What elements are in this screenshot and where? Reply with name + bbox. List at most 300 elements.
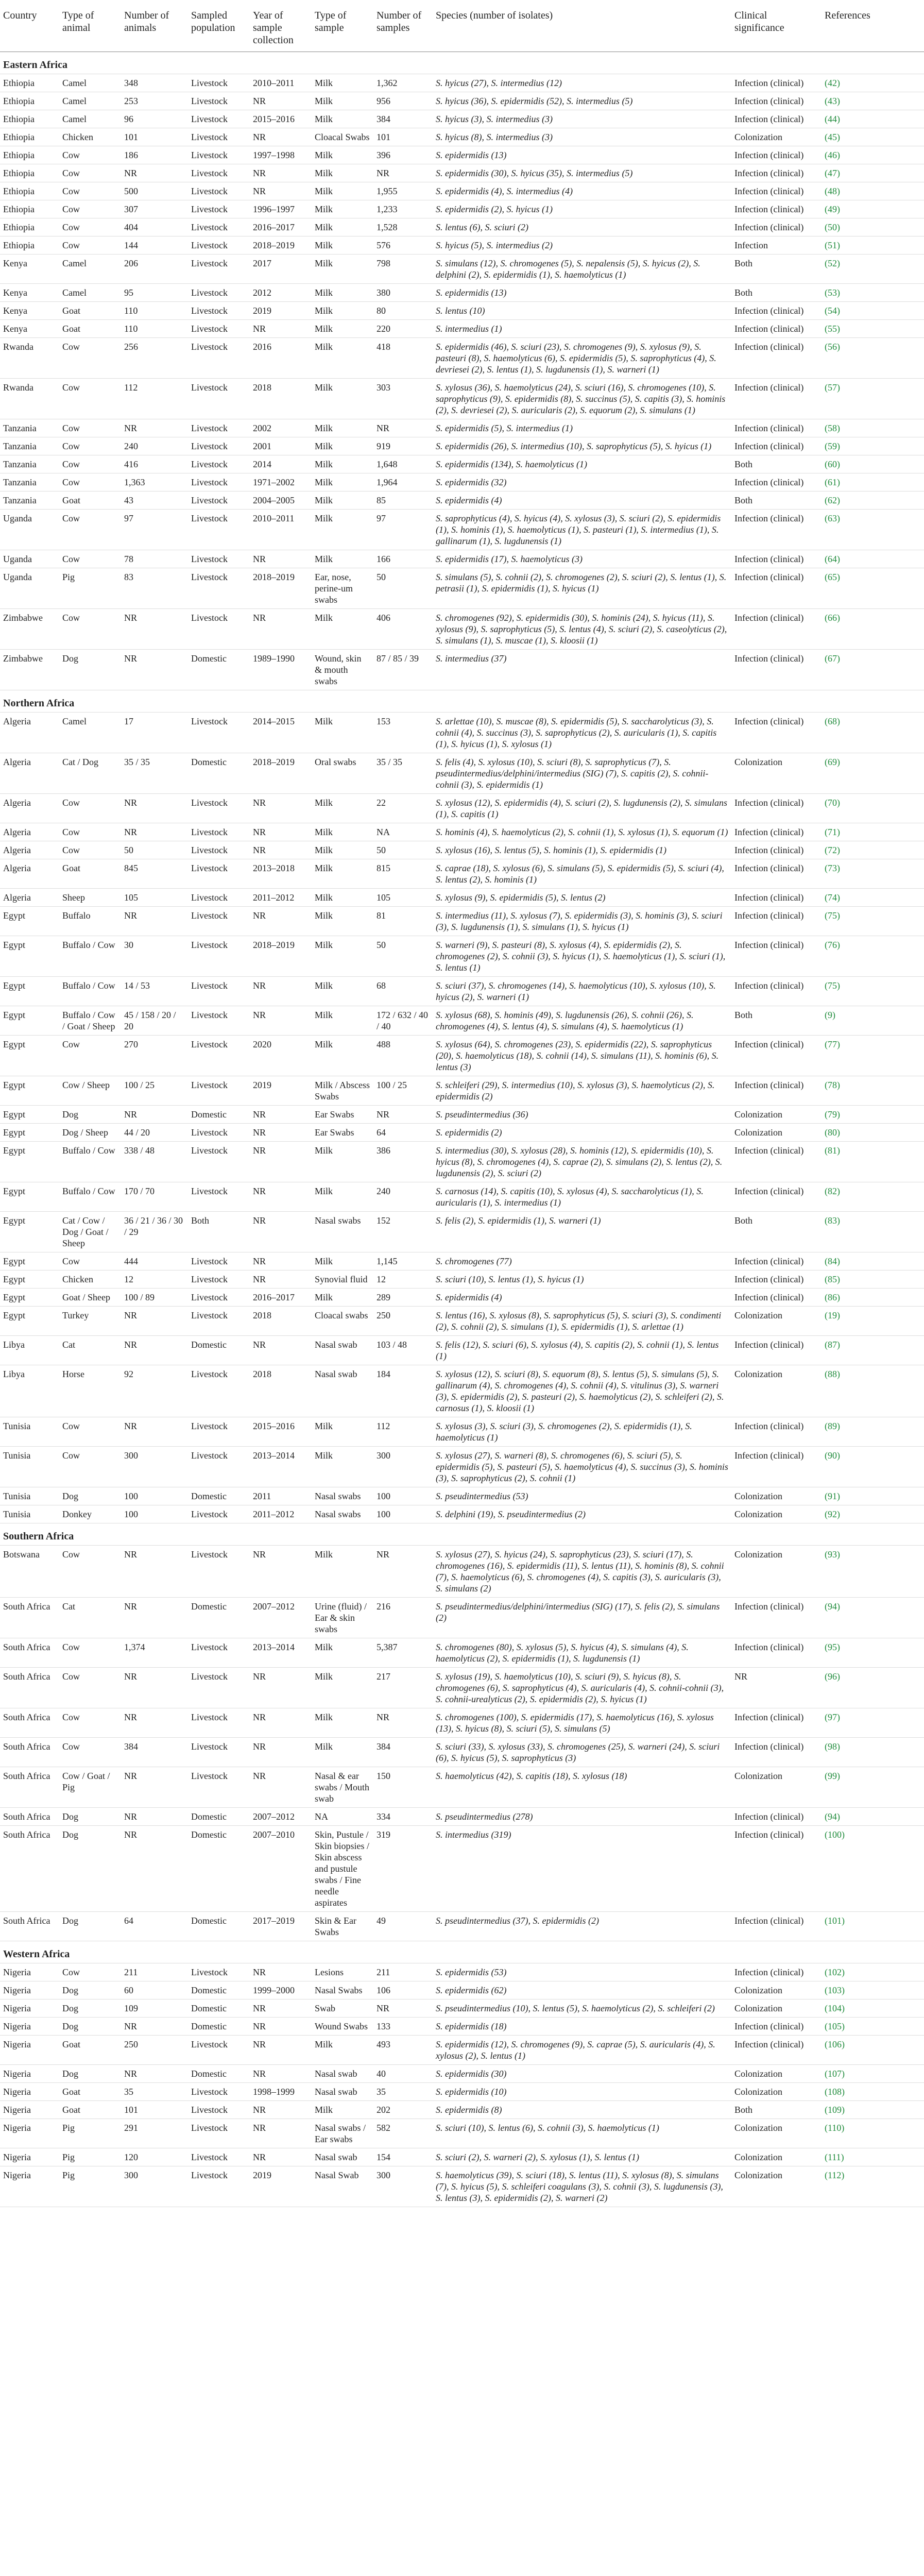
table-cell: 12: [373, 1270, 433, 1289]
table-row: [0, 200, 924, 218]
table-cell: 96: [121, 110, 188, 128]
table-cell: Kenya: [0, 302, 59, 320]
table-row: [0, 92, 924, 110]
table-cell: Milk: [312, 977, 373, 1006]
table-cell: Cow: [59, 200, 121, 218]
table-cell[interactable]: (53): [822, 284, 924, 302]
table-cell[interactable]: (95): [822, 1638, 924, 1668]
table-cell[interactable]: (104): [822, 1999, 924, 2018]
table-cell: Livestock: [188, 907, 250, 936]
table-cell: 1,362: [373, 74, 433, 92]
table-cell[interactable]: (73): [822, 859, 924, 889]
table-cell[interactable]: (64): [822, 550, 924, 568]
table-cell[interactable]: (89): [822, 1417, 924, 1447]
table-cell: Cloacal swabs: [312, 1307, 373, 1336]
table-cell[interactable]: (50): [822, 218, 924, 236]
table-cell: 253: [121, 92, 188, 110]
region-row: [0, 1523, 924, 1546]
table-cell: Infection (clinical): [731, 1289, 822, 1307]
table-cell: S. epidermidis (13): [433, 146, 731, 164]
table-cell: Milk: [312, 907, 373, 936]
table-cell: S. epidermidis (46), S. sciuri (23), S. chromogenes (9), S. xylosus (9), S. pasteuri (8), S. haemolyticus (6), S. epidermidis (5), S. saprophyticus (4), S. devriesei (2), S. lentus (1), S. lugdunensis (1), S. warneri (1): [433, 338, 731, 379]
table-cell: Milk: [312, 236, 373, 255]
table-cell: Both: [731, 2101, 822, 2119]
table-cell[interactable]: (70): [822, 794, 924, 823]
table-cell: South Africa: [0, 1767, 59, 1808]
table-cell: NR: [121, 1546, 188, 1598]
table-cell: Milk: [312, 110, 373, 128]
table-cell[interactable]: (60): [822, 455, 924, 473]
table-row: [0, 455, 924, 473]
table-cell: NR: [250, 1212, 312, 1252]
table-cell: Colonization: [731, 2148, 822, 2166]
table-cell: NR: [121, 1826, 188, 1912]
table-cell: Cow: [59, 1708, 121, 1738]
table-cell[interactable]: (109): [822, 2101, 924, 2119]
table-cell: Ethiopia: [0, 128, 59, 146]
table-cell[interactable]: (49): [822, 200, 924, 218]
table-cell: Nigeria: [0, 1981, 59, 1999]
table-cell: 2018–2019: [250, 568, 312, 609]
table-cell: Milk: [312, 889, 373, 907]
table-cell[interactable]: (96): [822, 1668, 924, 1708]
region-label: Southern Africa: [0, 1523, 924, 1546]
table-cell: Camel: [59, 74, 121, 92]
table-cell: 2018: [250, 1307, 312, 1336]
table-cell: 12: [121, 1270, 188, 1289]
table-cell: S. epidermidis (2), S. hyicus (1): [433, 200, 731, 218]
table-cell: S. intermedius (319): [433, 1826, 731, 1912]
table-cell: 110: [121, 320, 188, 338]
table-cell: Infection (clinical): [731, 1182, 822, 1212]
table-row: [0, 1808, 924, 1826]
table-cell: Tunisia: [0, 1417, 59, 1447]
table-cell: S. intermedius (30), S. xylosus (28), S. hominis (12), S. epidermidis (10), S. hyicus (8), S. chromogenes (4), S. caprae (2), S. simulans (2), S. lentus (2), S. lugdunensis (2), S. sciuri (2): [433, 1142, 731, 1182]
table-cell: Livestock: [188, 146, 250, 164]
table-row: [0, 2101, 924, 2119]
table-cell[interactable]: (88): [822, 1365, 924, 1417]
table-cell[interactable]: (91): [822, 1487, 924, 1505]
table-cell: 184: [373, 1365, 433, 1417]
table-cell[interactable]: (56): [822, 338, 924, 379]
table-row: [0, 1738, 924, 1767]
table-cell: Sheep: [59, 889, 121, 907]
table-cell[interactable]: (47): [822, 164, 924, 182]
table-cell: NA: [373, 823, 433, 841]
table-cell: 815: [373, 859, 433, 889]
table-cell[interactable]: (105): [822, 2018, 924, 2036]
table-cell: Kenya: [0, 255, 59, 284]
table-row: [0, 74, 924, 92]
table-cell: Uganda: [0, 568, 59, 609]
table-cell: NR: [373, 1106, 433, 1124]
table-cell: Infection (clinical): [731, 1738, 822, 1767]
table-cell: Livestock: [188, 936, 250, 977]
table-cell: Livestock: [188, 794, 250, 823]
table-cell: 576: [373, 236, 433, 255]
table-cell: Dog: [59, 2018, 121, 2036]
table-cell[interactable]: (77): [822, 1036, 924, 1076]
table-cell: Nasal & ear swabs / Mouth swab: [312, 1767, 373, 1808]
table-cell: NR: [121, 1307, 188, 1336]
table-cell: Infection (clinical): [731, 419, 822, 437]
table-cell: Kenya: [0, 284, 59, 302]
table-cell: 211: [121, 1963, 188, 1981]
table-row: [0, 492, 924, 510]
table-cell: Milk: [312, 473, 373, 492]
table-cell: 1,145: [373, 1252, 433, 1270]
table-cell: Cow: [59, 236, 121, 255]
table-row: [0, 1124, 924, 1142]
table-cell[interactable]: (106): [822, 2036, 924, 2065]
table-cell: Infection (clinical): [731, 1252, 822, 1270]
table-cell: S. epidermidis (10): [433, 2083, 731, 2101]
table-cell[interactable]: (83): [822, 1212, 924, 1252]
table-cell: 250: [373, 1307, 433, 1336]
table-cell[interactable]: (102): [822, 1963, 924, 1981]
table-cell: Chicken: [59, 128, 121, 146]
table-cell[interactable]: (46): [822, 146, 924, 164]
table-cell: Chicken: [59, 1270, 121, 1289]
table-cell[interactable]: (59): [822, 437, 924, 455]
table-cell: S. sciuri (10), S. lentus (1), S. hyicus (1): [433, 1270, 731, 1289]
table-cell: 1971–2002: [250, 473, 312, 492]
table-row: [0, 510, 924, 550]
table-cell: NR: [373, 419, 433, 437]
table-cell: Milk: [312, 200, 373, 218]
table-cell[interactable]: (75): [822, 977, 924, 1006]
table-cell: S. epidermidis (53): [433, 1963, 731, 1981]
table-cell[interactable]: (44): [822, 110, 924, 128]
table-cell[interactable]: (62): [822, 492, 924, 510]
table-cell[interactable]: (82): [822, 1182, 924, 1212]
table-cell: 36 / 21 / 36 / 30 / 29: [121, 1212, 188, 1252]
table-cell: NR: [121, 2065, 188, 2083]
table-cell: Goat: [59, 2083, 121, 2101]
table-cell: 78: [121, 550, 188, 568]
table-cell: S. hyicus (27), S. intermedius (12): [433, 74, 731, 92]
table-cell: Livestock: [188, 74, 250, 92]
table-cell[interactable]: (87): [822, 1336, 924, 1365]
table-cell[interactable]: (61): [822, 473, 924, 492]
table-cell: 2001: [250, 437, 312, 455]
table-cell: NR: [250, 1182, 312, 1212]
table-cell[interactable]: (81): [822, 1142, 924, 1182]
table-cell[interactable]: (51): [822, 236, 924, 255]
table-row: [0, 609, 924, 650]
table-cell: Both: [731, 1006, 822, 1036]
table-cell[interactable]: (54): [822, 302, 924, 320]
table-cell: Livestock: [188, 1668, 250, 1708]
table-cell[interactable]: (69): [822, 753, 924, 794]
table-cell: NR: [121, 794, 188, 823]
table-cell: Infection (clinical): [731, 1447, 822, 1487]
table-cell: S. epidermidis (18): [433, 2018, 731, 2036]
table-cell: Egypt: [0, 1289, 59, 1307]
table-cell: Milk: [312, 92, 373, 110]
table-cell: 133: [373, 2018, 433, 2036]
table-cell: Cow: [59, 1417, 121, 1447]
table-row: [0, 1447, 924, 1487]
table-row: [0, 568, 924, 609]
table-cell[interactable]: (9): [822, 1006, 924, 1036]
table-cell[interactable]: (72): [822, 841, 924, 859]
table-cell: S. hyicus (5), S. intermedius (2): [433, 236, 731, 255]
table-cell: S. chromogenes (80), S. xylosus (5), S. hyicus (4), S. simulans (4), S. haemolyticus (2), S. epidermidis (1), S. lugdunensis (1): [433, 1638, 731, 1668]
table-cell: Livestock: [188, 164, 250, 182]
table-row: [0, 1981, 924, 1999]
table-cell: Wound, skin & mouth swabs: [312, 650, 373, 690]
table-cell[interactable]: (48): [822, 182, 924, 200]
table-cell[interactable]: (65): [822, 568, 924, 609]
table-cell[interactable]: (80): [822, 1124, 924, 1142]
table-cell: Cow: [59, 1546, 121, 1598]
table-cell: Camel: [59, 110, 121, 128]
table-cell: 303: [373, 379, 433, 419]
table-cell: Egypt: [0, 1106, 59, 1124]
table-cell[interactable]: (107): [822, 2065, 924, 2083]
table-cell: Nigeria: [0, 2119, 59, 2148]
table-cell[interactable]: (19): [822, 1307, 924, 1336]
region-label: Western Africa: [0, 1941, 924, 1963]
table-cell: 154: [373, 2148, 433, 2166]
table-cell: 384: [373, 110, 433, 128]
table-cell: S. epidermidis (26), S. intermedius (10), S. saprophyticus (5), S. hyicus (1): [433, 437, 731, 455]
region-row: [0, 52, 924, 74]
table-cell[interactable]: (98): [822, 1738, 924, 1767]
table-cell: Cow: [59, 379, 121, 419]
table-cell: Egypt: [0, 1036, 59, 1076]
table-cell: 1,964: [373, 473, 433, 492]
table-cell[interactable]: (94): [822, 1808, 924, 1826]
table-cell: NR: [250, 1668, 312, 1708]
column-header: Clinical significance: [731, 7, 822, 52]
table-cell[interactable]: (99): [822, 1767, 924, 1808]
table-cell: Goat / Sheep: [59, 1289, 121, 1307]
column-header: Species (number of isolates): [433, 7, 731, 52]
table-cell: 109: [121, 1999, 188, 2018]
table-cell: 256: [121, 338, 188, 379]
table-cell: Infection (clinical): [731, 1336, 822, 1365]
table-cell: Egypt: [0, 1252, 59, 1270]
data-table: [0, 7, 924, 2207]
table-cell: Cow: [59, 473, 121, 492]
table-cell: NR: [731, 1668, 822, 1708]
table-row: [0, 1999, 924, 2018]
table-cell: 334: [373, 1808, 433, 1826]
table-cell: Infection (clinical): [731, 74, 822, 92]
table-cell: 1,648: [373, 455, 433, 473]
table-cell: Cow: [59, 550, 121, 568]
table-cell: Infection (clinical): [731, 92, 822, 110]
table-cell: NR: [121, 1808, 188, 1826]
table-cell: Milk: [312, 437, 373, 455]
table-cell: Infection (clinical): [731, 550, 822, 568]
table-row: [0, 1417, 924, 1447]
table-cell: Dog: [59, 1981, 121, 1999]
table-cell[interactable]: (58): [822, 419, 924, 437]
table-cell[interactable]: (68): [822, 713, 924, 753]
table-cell: Livestock: [188, 92, 250, 110]
table-cell[interactable]: (63): [822, 510, 924, 550]
table-cell: Domestic: [188, 2065, 250, 2083]
table-cell[interactable]: (111): [822, 2148, 924, 2166]
table-cell: 1997–1998: [250, 146, 312, 164]
table-cell[interactable]: (112): [822, 2166, 924, 2207]
table-cell[interactable]: (84): [822, 1252, 924, 1270]
table-cell: 1,955: [373, 182, 433, 200]
table-row: [0, 1142, 924, 1182]
table-cell: 444: [121, 1252, 188, 1270]
table-cell: Milk: [312, 794, 373, 823]
table-cell: NR: [121, 609, 188, 650]
table-cell[interactable]: (57): [822, 379, 924, 419]
table-cell[interactable]: (66): [822, 609, 924, 650]
table-cell: 2016: [250, 338, 312, 379]
table-cell: Cow: [59, 1668, 121, 1708]
table-cell: 97: [121, 510, 188, 550]
table-cell: Goat: [59, 320, 121, 338]
table-row: [0, 1963, 924, 1981]
table-cell: Goat: [59, 492, 121, 510]
table-cell: Colonization: [731, 1546, 822, 1598]
table-cell[interactable]: (86): [822, 1289, 924, 1307]
table-cell: Domestic: [188, 1106, 250, 1124]
table-cell: 1,233: [373, 200, 433, 218]
table-cell: Milk: [312, 1708, 373, 1738]
table-cell: Milk: [312, 419, 373, 437]
table-cell: S. felis (12), S. sciuri (6), S. xylosus (4), S. capitis (2), S. cohnii (1), S. lentus (1): [433, 1336, 731, 1365]
table-cell[interactable]: (42): [822, 74, 924, 92]
table-cell: 2019: [250, 1076, 312, 1106]
table-cell: Milk: [312, 1638, 373, 1668]
table-cell: 1,363: [121, 473, 188, 492]
table-cell: Milk: [312, 1546, 373, 1598]
table-cell: 2007–2012: [250, 1808, 312, 1826]
table-cell[interactable]: (79): [822, 1106, 924, 1124]
table-cell: 35 / 35: [373, 753, 433, 794]
table-cell[interactable]: (76): [822, 936, 924, 977]
table-cell[interactable]: (94): [822, 1598, 924, 1638]
table-cell: Camel: [59, 713, 121, 753]
table-cell: Milk: [312, 1252, 373, 1270]
table-cell: S. sciuri (10), S. lentus (6), S. cohnii (3), S. haemolyticus (1): [433, 2119, 731, 2148]
table-cell[interactable]: (92): [822, 1505, 924, 1523]
table-row: [0, 1826, 924, 1912]
table-row: [0, 1106, 924, 1124]
table-cell[interactable]: (85): [822, 1270, 924, 1289]
table-cell: S. intermedius (37): [433, 650, 731, 690]
table-cell: Infection (clinical): [731, 2018, 822, 2036]
table-cell: 81: [373, 907, 433, 936]
table-cell: 416: [121, 455, 188, 473]
table-cell: Infection: [731, 236, 822, 255]
table-cell: Egypt: [0, 1182, 59, 1212]
table-cell[interactable]: (103): [822, 1981, 924, 1999]
table-cell: Dog: [59, 1999, 121, 2018]
table-row: [0, 1212, 924, 1252]
table-cell: Infection (clinical): [731, 146, 822, 164]
table-row: [0, 182, 924, 200]
table-cell: Both: [731, 492, 822, 510]
table-cell: Milk: [312, 2101, 373, 2119]
table-cell: S. epidermidis (4): [433, 1289, 731, 1307]
table-row: [0, 823, 924, 841]
table-cell[interactable]: (93): [822, 1546, 924, 1598]
table-cell: Domestic: [188, 1999, 250, 2018]
table-cell[interactable]: (75): [822, 907, 924, 936]
table-cell[interactable]: (108): [822, 2083, 924, 2101]
table-cell: 186: [121, 146, 188, 164]
table-cell: Milk: [312, 510, 373, 550]
table-cell[interactable]: (90): [822, 1447, 924, 1487]
table-cell[interactable]: (71): [822, 823, 924, 841]
table-cell: Domestic: [188, 1826, 250, 1912]
table-cell: Livestock: [188, 492, 250, 510]
table-cell: S. chromogenes (92), S. epidermidis (30), S. hominis (24), S. hyicus (11), S. xylosus (9), S. saprophyticus (5), S. lentus (4), S. sciuri (2), S. caseolyticus (2), S. simulans (1), S. muscae (1), S. kloosii (1): [433, 609, 731, 650]
table-cell[interactable]: (45): [822, 128, 924, 146]
table-cell: Nasal swab: [312, 2065, 373, 2083]
table-cell: 2012: [250, 284, 312, 302]
table-cell: Cow: [59, 823, 121, 841]
table-cell: S. epidermidis (2): [433, 1124, 731, 1142]
table-cell: Livestock: [188, 1270, 250, 1289]
table-cell: 396: [373, 146, 433, 164]
table-cell: Libya: [0, 1336, 59, 1365]
table-cell: South Africa: [0, 1808, 59, 1826]
table-cell: Domestic: [188, 1487, 250, 1505]
table-cell: Cow: [59, 1963, 121, 1981]
table-cell: 101: [121, 128, 188, 146]
table-row: [0, 977, 924, 1006]
table-cell: Dog: [59, 1808, 121, 1826]
table-cell: 493: [373, 2036, 433, 2065]
table-cell: Livestock: [188, 338, 250, 379]
table-cell[interactable]: (101): [822, 1912, 924, 1941]
table-cell: Livestock: [188, 889, 250, 907]
table-cell[interactable]: (100): [822, 1826, 924, 1912]
table-cell: S. epidermidis (4): [433, 492, 731, 510]
table-cell: Livestock: [188, 977, 250, 1006]
table-cell: Infection (clinical): [731, 889, 822, 907]
table-cell[interactable]: (97): [822, 1708, 924, 1738]
table-cell: Milk: [312, 74, 373, 92]
table-cell: NR: [121, 1598, 188, 1638]
table-cell: 380: [373, 284, 433, 302]
table-cell: 172 / 632 / 40 / 40: [373, 1006, 433, 1036]
table-cell: Infection (clinical): [731, 1638, 822, 1668]
table-cell[interactable]: (43): [822, 92, 924, 110]
table-cell: Infection (clinical): [731, 110, 822, 128]
table-cell[interactable]: (67): [822, 650, 924, 690]
table-cell: 845: [121, 859, 188, 889]
table-cell: 153: [373, 713, 433, 753]
table-cell[interactable]: (74): [822, 889, 924, 907]
table-cell: S. caprae (18), S. xylosus (6), S. simulans (5), S. epidermidis (5), S. sciuri (4), S. lentus (2), S. hominis (1): [433, 859, 731, 889]
table-cell: NR: [250, 320, 312, 338]
table-cell: NR: [121, 1106, 188, 1124]
table-cell: S. epidermidis (30): [433, 2065, 731, 2083]
table-cell: 166: [373, 550, 433, 568]
table-cell[interactable]: (78): [822, 1076, 924, 1106]
table-cell: 2018: [250, 1365, 312, 1417]
table-row: [0, 164, 924, 182]
table-cell[interactable]: (52): [822, 255, 924, 284]
table-cell: Milk: [312, 338, 373, 379]
table-cell[interactable]: (55): [822, 320, 924, 338]
table-cell: S. xylosus (12), S. epidermidis (4), S. sciuri (2), S. lugdunensis (2), S. simulans (1), S. capitis (1): [433, 794, 731, 823]
table-cell[interactable]: (110): [822, 2119, 924, 2148]
